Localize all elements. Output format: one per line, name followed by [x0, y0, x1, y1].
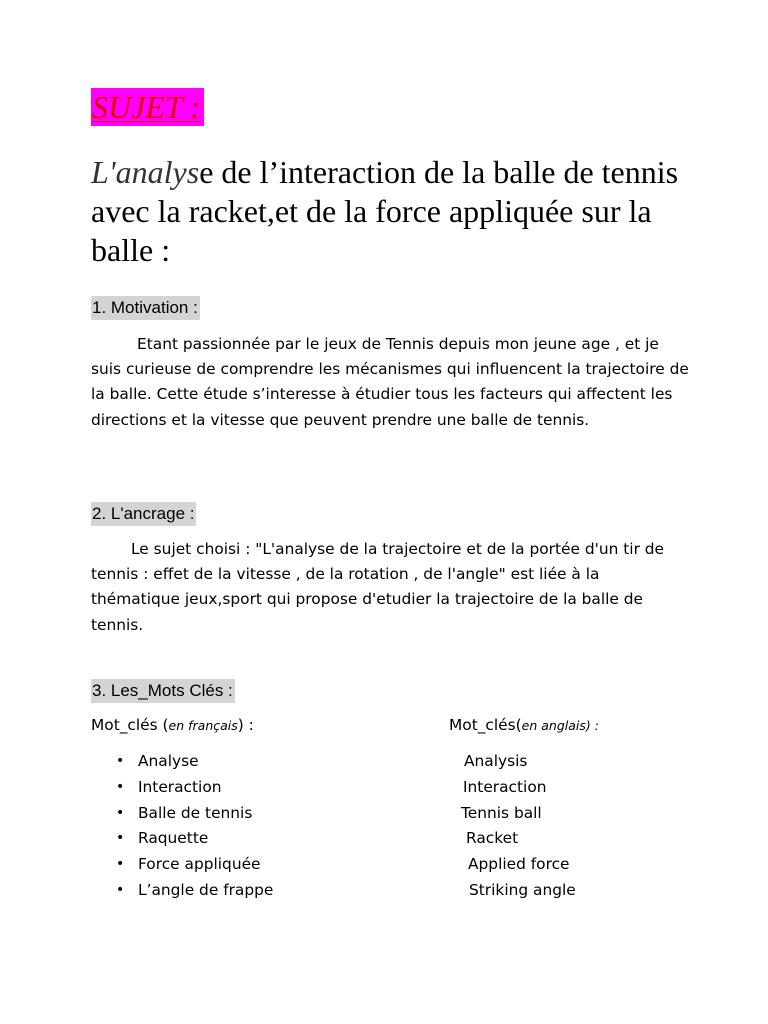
- list-item: [461, 775, 576, 801]
- heading-motivation: 1. Motivation :: [91, 296, 200, 320]
- list-item: [116, 801, 273, 827]
- keyword-fr: Balle de tennis: [138, 803, 253, 822]
- fr-label-suffix: ) :: [237, 716, 254, 734]
- list-item: [461, 801, 576, 827]
- keywords-fr-label: [91, 713, 254, 738]
- keyword-en: Analysis: [464, 752, 528, 770]
- list-item: [116, 878, 273, 904]
- keywords-fr-list: [116, 749, 273, 904]
- list-item: [461, 749, 576, 775]
- bullet-icon: •: [116, 881, 125, 898]
- motivation-text: Etant passionnée par le jeux de Tennis depuis mon jeune age , et je suis curieuse de comprendre les mécanismes qui influencent la trajectoire de la balle. Cette étude s’interesse à étudier tous les facteurs qui affectent les directions et la vitesse que peuvent prendre une balle de tennis.: [91, 335, 689, 429]
- en-label-prefix: Mot_clés(: [449, 716, 522, 734]
- list-item: [116, 775, 273, 801]
- list-item: [116, 749, 273, 775]
- bullet-icon: •: [116, 753, 125, 769]
- title-lead: L'analys: [91, 154, 200, 190]
- document-title: [91, 153, 711, 270]
- motivation-paragraph: [91, 332, 691, 433]
- keywords-en-label: [449, 713, 599, 738]
- keyword-fr: Interaction: [138, 777, 222, 796]
- keyword-fr: Analyse: [138, 752, 199, 770]
- title-rest: e de l’interaction de la balle de tennis avec la racket,et de la force appliquée sur la balle :: [91, 154, 679, 268]
- list-item: [461, 878, 576, 904]
- ancrage-paragraph: [91, 537, 691, 638]
- list-item: [461, 852, 576, 878]
- keyword-en: Racket: [466, 829, 519, 848]
- keywords-en-list: [461, 749, 576, 904]
- bullet-icon: •: [116, 830, 125, 847]
- bullet-icon: •: [116, 804, 125, 821]
- keyword-en: Tennis ball: [461, 803, 542, 822]
- keyword-en: Interaction: [463, 777, 547, 796]
- ancrage-text: Le sujet choisi : "L'analyse de la trajectoire et de la portée d'un tir de tennis : effet de la vitesse , de la rotation , de l'angle" est liée à la thématique jeux,sport qui propose d'etudier la trajectoire de la balle de tennis.: [91, 540, 665, 634]
- list-item: [116, 852, 273, 878]
- bullet-icon: •: [116, 778, 125, 795]
- list-item: [461, 826, 576, 852]
- heading-ancrage: 2. L'ancrage :: [91, 502, 196, 526]
- heading-mots-cles: 3. Les_Mots Clés :: [91, 679, 235, 703]
- keyword-fr: L’angle de frappe: [138, 880, 274, 899]
- fr-label-prefix: Mot_clés (: [91, 716, 169, 734]
- bullet-icon: •: [116, 856, 125, 873]
- keyword-fr: Force appliquée: [138, 855, 261, 874]
- list-item: [116, 826, 273, 852]
- keyword-en: Striking angle: [469, 880, 576, 899]
- keyword-en: Applied force: [468, 855, 570, 874]
- subject-label: SUJET :: [91, 88, 204, 126]
- keyword-fr: Raquette: [138, 829, 209, 848]
- fr-label-lang: en français: [168, 718, 238, 733]
- en-label-lang: en anglais) :: [521, 718, 599, 733]
